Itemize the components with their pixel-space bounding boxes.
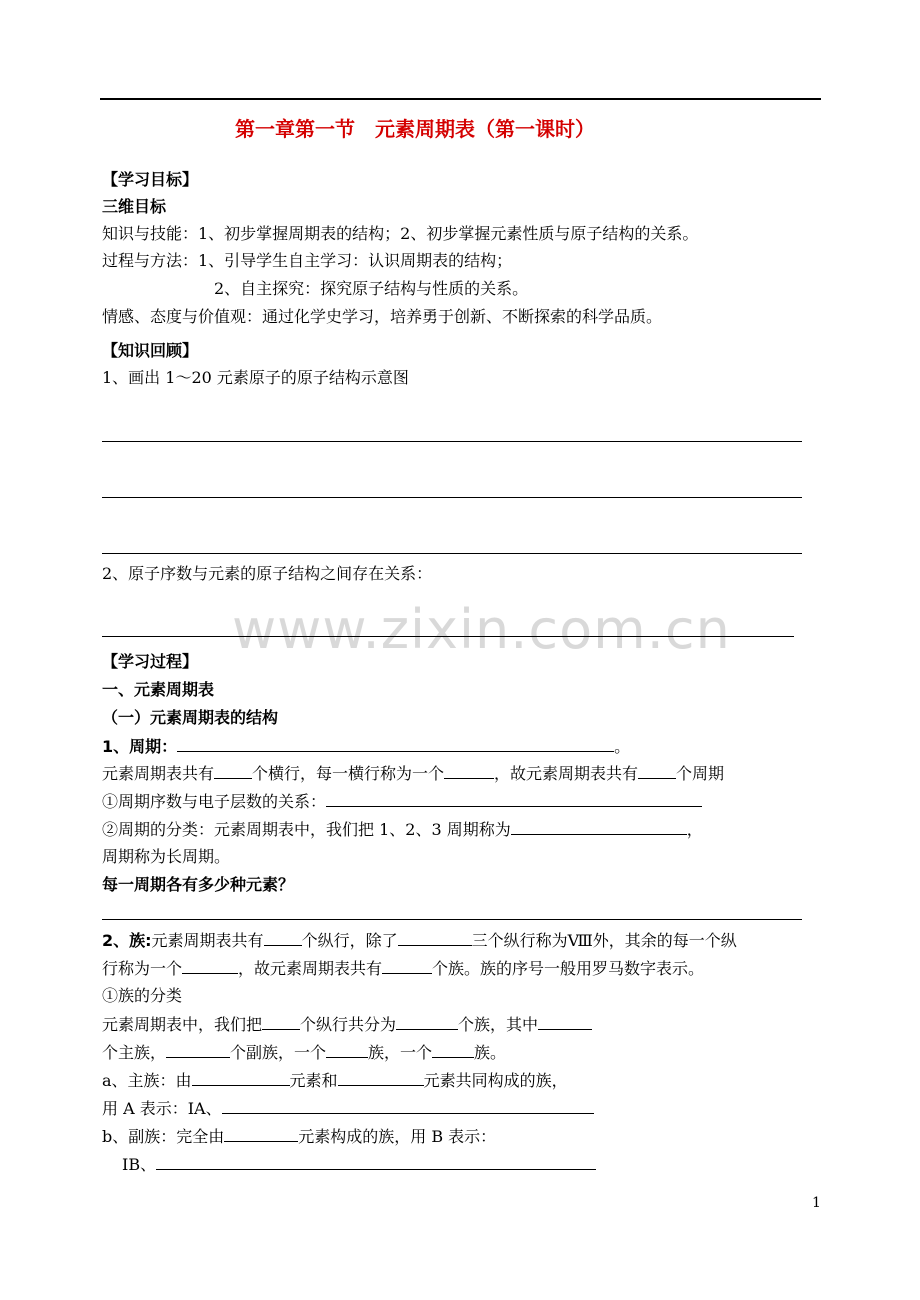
fill-blank[interactable]: [511, 818, 687, 835]
period-relation-line: ①周期序数与电子层数的关系：: [102, 790, 702, 813]
fill-blank[interactable]: [432, 1041, 474, 1058]
fill-blank[interactable]: [177, 735, 614, 752]
period-long-line: 周期称为长周期。: [102, 847, 231, 866]
main-group-line: a、主族：由 元素和 元素共同构成的族，: [102, 1071, 568, 1090]
period-line: 1、周期： 。: [102, 737, 631, 756]
fill-blank[interactable]: [326, 1041, 368, 1058]
sub-group-line: b、副族：完全由 元素构成的族，用 B 表示：: [102, 1127, 497, 1146]
review-question-2: 2、原子序数与元素的原子结构之间存在关系：: [102, 564, 433, 583]
fill-blank[interactable]: [538, 1013, 592, 1030]
answer-line: [102, 636, 794, 637]
answer-line: [102, 441, 802, 442]
goals-heading: 【学习目标】: [102, 170, 199, 189]
goals-subheading: 三维目标: [102, 197, 167, 216]
section-1-heading: 一、元素周期表: [102, 680, 215, 699]
group-line-4: 个主族， 个副族，一个 族，一个 族。: [102, 1043, 507, 1062]
fill-blank[interactable]: [264, 929, 302, 946]
fill-blank[interactable]: [156, 1153, 596, 1170]
fill-blank[interactable]: [338, 1069, 424, 1086]
group-line-1: 2、族:元素周期表共有 个纵行，除了 三个纵行称为Ⅷ外，其余的每一个纵: [102, 931, 737, 950]
fill-blank[interactable]: [224, 1125, 298, 1142]
page-title: 第一章第一节 元素周期表（第一课时）: [235, 117, 595, 141]
answer-line: [102, 919, 802, 920]
process-heading: 【学习过程】: [102, 652, 199, 671]
period-rows-line: 元素周期表共有 个横行，每一横行称为一个 ，故元素周期表共有 个周期: [102, 764, 725, 783]
fill-blank[interactable]: [182, 957, 238, 974]
sub-group-symbol-line: ⅠB、: [122, 1153, 596, 1176]
fill-blank[interactable]: [192, 1069, 290, 1086]
review-question-1: 1、画出 1～20 元素原子的原子结构示意图: [102, 368, 409, 387]
goal-emotion: 情感、态度与价值观：通过化学史学习，培养勇于创新、不断探索的科学品质。: [102, 307, 663, 326]
fill-blank[interactable]: [262, 1013, 300, 1030]
goal-process-2: 2、自主探究：探究原子结构与性质的关系。: [214, 279, 529, 298]
group-line-2: 行称为一个 ，故元素周期表共有 个族。族的序号一般用罗马数字表示。: [102, 959, 705, 978]
fill-blank[interactable]: [166, 1041, 230, 1058]
group-label: 2、族:: [102, 931, 152, 950]
goal-process-1: 过程与方法：1、引导学生自主学习：认识周期表的结构；: [102, 251, 513, 270]
header-rule: [100, 98, 821, 100]
main-group-symbol-line: 用 A 表示：ⅠA、: [102, 1097, 594, 1120]
group-line-3: 元素周期表中，我们把 个纵行共分为 个族，其中: [102, 1013, 592, 1036]
fill-blank[interactable]: [214, 762, 252, 779]
fill-blank[interactable]: [444, 762, 494, 779]
fill-blank[interactable]: [326, 790, 702, 807]
fill-blank[interactable]: [638, 762, 676, 779]
group-class: ①族的分类: [102, 986, 183, 1005]
fill-blank[interactable]: [222, 1097, 594, 1114]
goal-knowledge: 知识与技能：1、初步掌握周期表的结构；2、初步掌握元素性质与原子结构的关系。: [102, 224, 699, 243]
fill-blank[interactable]: [398, 929, 472, 946]
answer-line: [102, 497, 802, 498]
review-heading: 【知识回顾】: [102, 341, 199, 360]
period-class-line: ②周期的分类：元素周期表中，我们把 1、2、3 周期称为 ，: [102, 820, 703, 839]
fill-blank[interactable]: [396, 1013, 458, 1030]
section-1a-heading: （一）元素周期表的结构: [102, 708, 279, 727]
fill-blank[interactable]: [382, 957, 432, 974]
watermark: www.zixin.com.cn: [232, 598, 731, 661]
period-question: 每一周期各有多少种元素？: [102, 875, 295, 894]
period-label: 1、周期：: [102, 737, 178, 756]
answer-line: [102, 553, 802, 554]
page-number: 1: [812, 1195, 821, 1211]
